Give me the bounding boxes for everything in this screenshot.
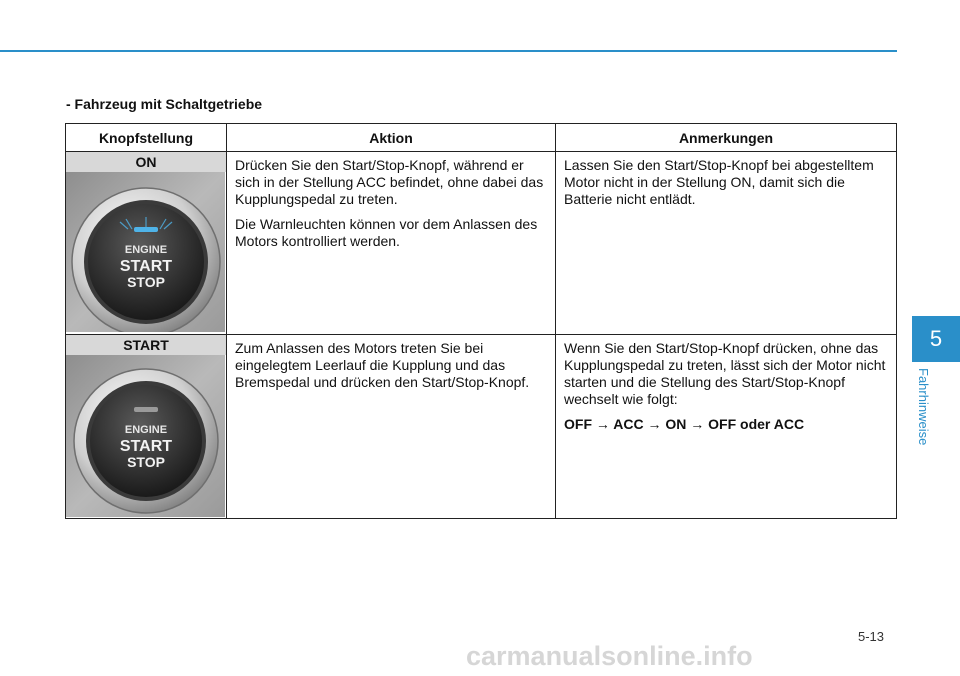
header-anmerkungen: Anmerkungen: [556, 124, 897, 152]
header-knopfstellung: Knopfstellung: [66, 124, 227, 152]
knob-label-on: ON: [66, 152, 226, 172]
chapter-name-text: Fahrhinweise: [916, 368, 931, 446]
table-row: [66, 335, 897, 519]
table-header-row: [66, 124, 897, 152]
position-sequence: OFF → ACC → ON → OFF oder ACC: [564, 416, 805, 432]
button-text-stop: STOP: [127, 274, 165, 290]
knob-cell-start: [66, 335, 227, 519]
button-text-start: START: [119, 258, 173, 275]
section-title: - Fahrzeug mit Schaltgetriebe: [66, 96, 263, 112]
button-text-start: START: [119, 438, 173, 455]
header-aktion: Aktion: [227, 124, 556, 152]
start-stop-button-start-image: [66, 355, 225, 517]
top-rule: [0, 50, 897, 52]
notes-text: Wenn Sie den Start/Stop-Knopf drücken, ohne das Kupplungspedal zu treten, lässt sich der Motor nicht starten und die Stellung des Start/Stop-Knopf wechselt wie folgt:: [564, 340, 886, 407]
position-table: [65, 123, 897, 519]
knob-label-start: START: [66, 335, 226, 355]
button-text-stop: STOP: [127, 454, 165, 470]
action-cell-on: [227, 152, 556, 335]
notes-text: Lassen Sie den Start/Stop-Knopf bei abgestelltem Motor nicht in der Stellung ON, damit sich die Batterie nicht entlädt.: [564, 157, 874, 207]
action-cell-start: [227, 335, 556, 519]
start-stop-button-on-image: [66, 172, 225, 332]
button-text-engine: ENGINE: [124, 424, 168, 436]
action-text: Drücken Sie den Start/Stop-Knopf, während er sich in der Stellung ACC befindet, ohne dabei das Kupplungspedal zu treten.: [235, 157, 544, 207]
notes-cell-start: [556, 335, 897, 519]
watermark: carmanualsonline.info: [466, 641, 753, 671]
indicator-off: [134, 407, 158, 412]
table-row: [66, 152, 897, 335]
button-text-engine: ENGINE: [124, 244, 168, 256]
action-text: Zum Anlassen des Motors treten Sie bei eingelegtem Leerlauf die Kupplung und das Bremspedal und drücken den Start/Stop-Knopf.: [235, 340, 530, 390]
chapter-name: [916, 368, 941, 458]
page-number: 5-13: [858, 629, 885, 644]
chapter-tab[interactable]: 5: [912, 316, 960, 362]
knob-cell-on: [66, 152, 227, 335]
notes-cell-on: [556, 152, 897, 335]
action-text: Die Warnleuchten können vor dem Anlassen des Motors kontrolliert werden.: [235, 216, 538, 249]
